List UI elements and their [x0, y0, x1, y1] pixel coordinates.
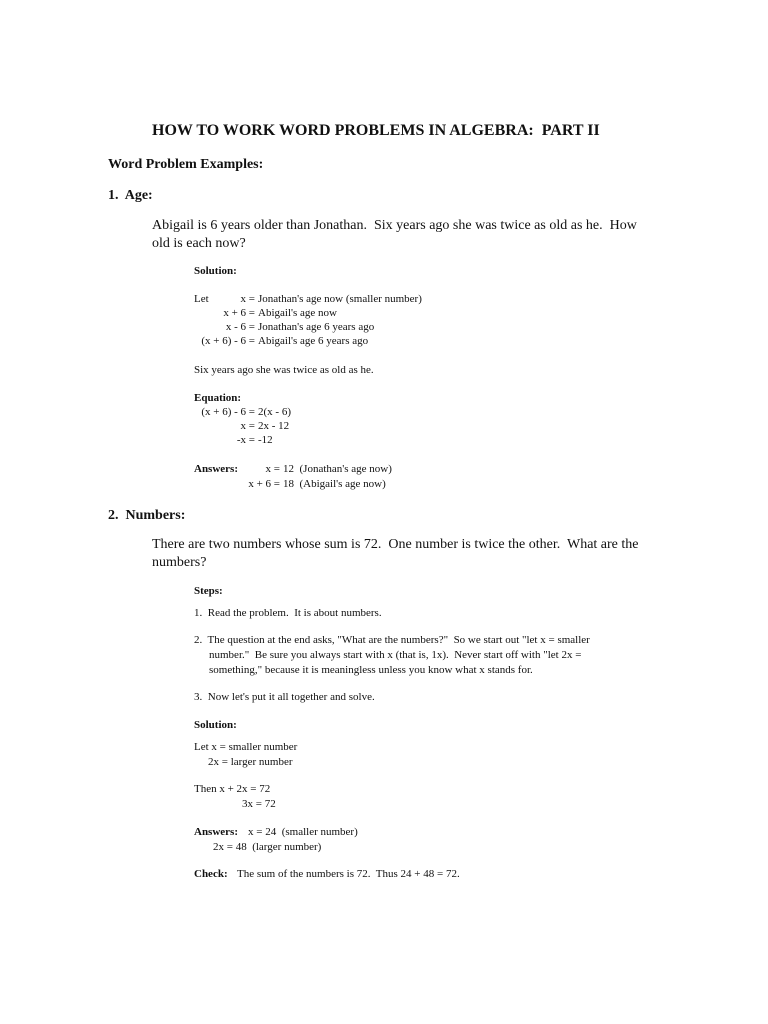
problem2-statement-line1: There are two numbers whose sum is 72. One number is twice the other. What are the	[152, 537, 639, 552]
problem2-then-line1: Then x + 2x = 72	[194, 783, 271, 795]
problem1-equation-rhs: -12	[258, 434, 273, 446]
problem2-check-text: The sum of the numbers is 72. Thus 24 + 48 = 72.	[237, 868, 460, 880]
problem2-step2-line3: something," because it is meaningless unless you know what x stands for.	[209, 664, 533, 676]
problem2-let-line1: Let x = smaller number	[194, 741, 298, 753]
problem1-let-word: Let	[194, 293, 209, 305]
problem1-def-lhs: (x + 6) - 6 =	[201, 335, 255, 347]
problem1-def-rhs: Abigail's age 6 years ago	[258, 335, 369, 347]
problem2-answers-label: Answers:	[194, 826, 238, 838]
problem1-answer-rhs: 12 (Jonathan's age now)	[283, 463, 392, 475]
problem2-step2-line1: 2. The question at the end asks, "What are the numbers?" So we start out "let x = smaller	[194, 634, 590, 646]
problem2-check-label: Check:	[194, 868, 228, 880]
problem1-heading: 1. Age:	[108, 188, 153, 203]
problem2-solution-label: Solution:	[194, 719, 237, 731]
problem1-def-rhs: Abigail's age now	[258, 307, 337, 319]
problem2-steps-label: Steps:	[194, 585, 223, 597]
problem1-equation-lhs: (x + 6) - 6 =	[201, 406, 255, 418]
problem1-def-rhs: Jonathan's age now (smaller number)	[258, 293, 422, 305]
problem2-statement-line2: numbers?	[152, 555, 207, 570]
problem1-solution-label: Solution:	[194, 265, 237, 277]
section-heading: Word Problem Examples:	[108, 157, 264, 172]
problem1-answer-lhs: x =	[265, 463, 280, 475]
problem1-equation-rhs: 2(x - 6)	[258, 406, 291, 418]
problem1-equation-rhs: 2x - 12	[258, 420, 290, 432]
problem1-equation-lhs: -x =	[236, 434, 255, 446]
problem2-let-line2: 2x = larger number	[208, 756, 293, 768]
problem2-step1: 1. Read the problem. It is about numbers.	[194, 607, 382, 619]
problem2-answer-line2: 2x = 48 (larger number)	[213, 841, 322, 853]
problem1-statement-line2: old is each now?	[152, 236, 246, 251]
problem2-step2-line2: number." Be sure you always start with x (that is, 1x). Never start off with "let 2x =	[209, 649, 582, 661]
problem1-equation-lhs: x =	[240, 420, 255, 432]
problem1-answers-label: Answers:	[194, 463, 238, 475]
problem1-def-lhs: x - 6 =	[225, 321, 255, 333]
problem1-answer-lhs: x + 6 =	[248, 478, 280, 490]
problem1-sentence: Six years ago she was twice as old as he.	[194, 364, 374, 376]
problem1-answer-rhs: 18 (Abigail's age now)	[283, 478, 386, 490]
problem2-answer-line1: x = 24 (smaller number)	[248, 826, 358, 838]
problem1-equation-label: Equation:	[194, 392, 242, 404]
page-title: HOW TO WORK WORD PROBLEMS IN ALGEBRA: PART II	[152, 122, 600, 139]
problem2-step3: 3. Now let's put it all together and solve.	[194, 691, 375, 703]
problem2-heading: 2. Numbers:	[108, 508, 186, 523]
problem1-def-lhs: x =	[240, 293, 255, 305]
problem2-then-line2: 3x = 72	[242, 798, 276, 810]
problem1-def-lhs: x + 6 =	[223, 307, 255, 319]
problem1-statement-line1: Abigail is 6 years older than Jonathan. Six years ago she was twice as old as he. How	[152, 218, 637, 233]
problem1-def-rhs: Jonathan's age 6 years ago	[258, 321, 375, 333]
